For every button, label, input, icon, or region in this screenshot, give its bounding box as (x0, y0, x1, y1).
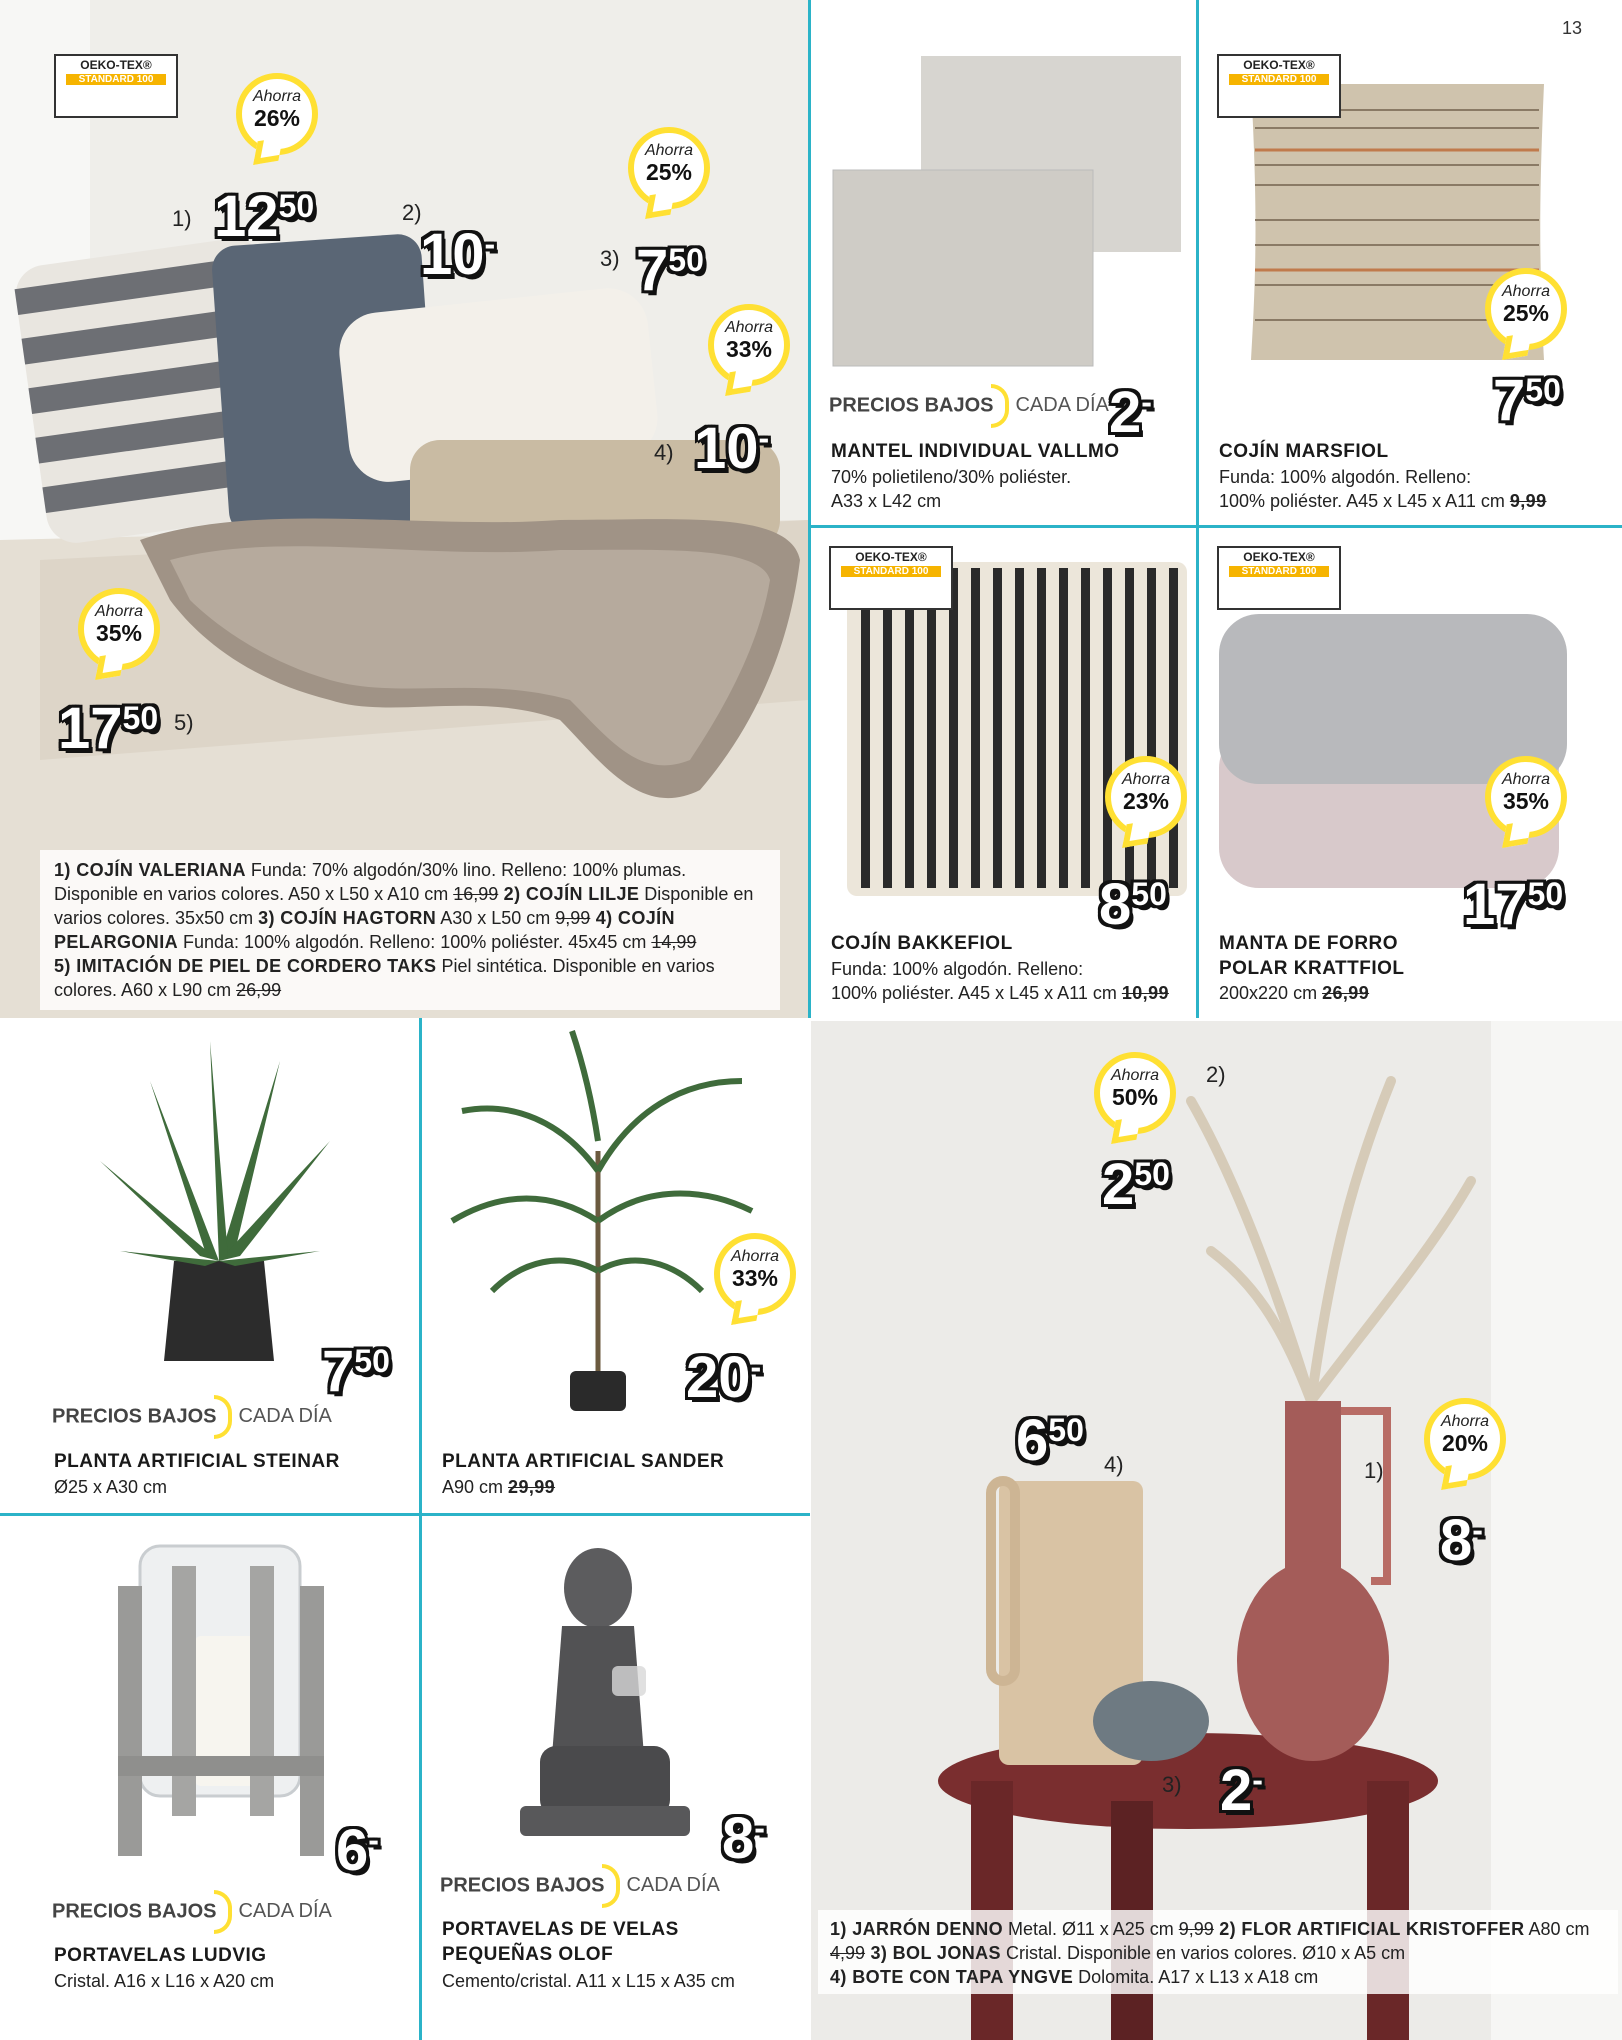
price-int: 7 (1493, 368, 1526, 433)
precios-bajos-logo (52, 1890, 332, 1934)
hero-item-5-price (58, 696, 159, 761)
price-dec: 50 (1131, 876, 1167, 912)
badge-label: Ahorra (94, 603, 144, 620)
caption-title-2: 2) FLOR ARTIFICIAL KRISTOFFER (1213, 1919, 1525, 1939)
deco-item-3-num: 3) (1162, 1772, 1182, 1797)
product-title: PLANTA ARTIFICIAL STEINAR (54, 1451, 340, 1472)
product-ludvig (0, 1516, 419, 2040)
vallmo-price (1109, 380, 1152, 445)
old-price-1: 9,99 (1178, 1919, 1214, 1939)
caption-title-4: 4) COJÍN PELARGONIA (54, 908, 675, 952)
price-dec: - (1252, 1762, 1263, 1798)
caption-title-1: 1) JARRÓN DENNO (830, 1919, 1004, 1939)
product-title: COJÍN MARSFIOL (1219, 441, 1389, 462)
oeko-tex-label-hero (54, 54, 178, 118)
discount-badge (1485, 756, 1567, 838)
hero-caption (54, 858, 774, 1002)
price-dec: 50 (1048, 1412, 1084, 1448)
deco-caption (830, 1917, 1610, 1989)
badge-percent: 25% (645, 159, 693, 185)
price-dec: - (758, 420, 770, 456)
product-desc-2 (1219, 489, 1547, 513)
price-dec: 50 (1527, 876, 1564, 912)
bakkefiol-price (1099, 872, 1167, 937)
precios-bajos-text: PRECIOS BAJOS (52, 1900, 217, 1923)
product-desc-1: Cristal. A16 x L16 x A20 cm (54, 1971, 275, 1991)
oeko-tex-title: OEKO-TEX® (855, 550, 927, 564)
sander-price (686, 1345, 762, 1410)
oeko-tex-standard: STANDARD 100 (1229, 74, 1329, 85)
precios-bajos-logo (829, 384, 1109, 428)
discount-badge-deco-2 (1094, 1052, 1176, 1134)
oeko-tex-label (1217, 546, 1341, 610)
oeko-tex-title: OEKO-TEX® (1243, 58, 1315, 72)
badge-label: Ahorra (1440, 1413, 1490, 1430)
badge-percent: 20% (1441, 1430, 1489, 1456)
old-price-4: 14,99 (651, 932, 697, 952)
cada-dia-text: CADA DÍA (238, 1405, 332, 1428)
price-int: 12 (214, 184, 279, 249)
product-desc-2 (831, 981, 1169, 1005)
product-desc-1: Funda: 100% algodón. Relleno: (831, 959, 1084, 979)
product-bakkefiol (811, 528, 1196, 1018)
price-int: 6 (1016, 1408, 1049, 1473)
cada-dia-text: CADA DÍA (626, 1874, 720, 1897)
caption-desc-4: Funda: 100% algodón. Relleno: 100% poliéster. 45x45 cm (178, 932, 652, 952)
cada-dia-text: CADA DÍA (238, 1900, 332, 1923)
product-desc-1 (442, 1475, 555, 1499)
badge-percent: 23% (1122, 788, 1170, 814)
price-int: 6 (336, 1818, 369, 1883)
price-dec: 50 (1525, 372, 1561, 408)
hero-item-1-price (214, 184, 315, 249)
product-desc-1: Cemento/cristal. A11 x L15 x A35 cm (442, 1971, 735, 1991)
caption-title-4: 4) BOTE CON TAPA YNGVE (830, 1967, 1074, 1987)
product-title-2: PEQUEÑAS OLOF (442, 1944, 614, 1965)
deco-item-3-price (1220, 1758, 1263, 1823)
price-int: 8 (722, 1806, 755, 1871)
badge-label: Ahorra (644, 142, 694, 159)
badge-percent: 50% (1111, 1084, 1159, 1110)
product-vallmo (811, 0, 1196, 525)
caption-desc-3: A30 x L50 cm (436, 908, 556, 928)
deco-photo (811, 1021, 1622, 2040)
price-int: 2 (1102, 1152, 1135, 1217)
hero-item-1-num: 1) (172, 206, 192, 231)
product-title: COJÍN BAKKEFIOL (831, 933, 1013, 954)
desc-text: A90 cm (442, 1477, 509, 1497)
price-dec: - (484, 226, 496, 262)
product-desc-1 (1219, 981, 1369, 1005)
deco-item-4-num: 4) (1104, 1452, 1124, 1477)
price-int: 7 (636, 238, 669, 303)
olof-price (722, 1806, 765, 1871)
product-title-1: MANTA DE FORRO (1219, 933, 1399, 954)
caption-desc-1: Funda: 70% algodón/30% lino. Relleno: 100% plumas. Disponible en varios colores. A50 x L50 x A10 cm (54, 860, 687, 904)
product-title-1: PORTAVELAS DE VELAS (442, 1919, 679, 1940)
badge-percent: 26% (253, 105, 301, 131)
hero-item-4-price (694, 416, 770, 481)
caption-desc-2: A80 cm (1524, 1919, 1590, 1939)
badge-label: Ahorra (1121, 771, 1171, 788)
price-dec: - (754, 1810, 765, 1846)
product-marsfiol (1199, 0, 1622, 525)
badge-percent: 35% (95, 620, 143, 646)
old-price-3: 9,99 (555, 908, 591, 928)
price-dec: - (750, 1349, 762, 1385)
badge-percent: 25% (1502, 300, 1550, 326)
vase-table-illustration (811, 1021, 1622, 2040)
deco-item-2-num: 2) (1206, 1062, 1226, 1087)
desc-text: 200x220 cm (1219, 983, 1323, 1003)
product-desc-1: 70% polietileno/30% poliéster. (831, 467, 1072, 487)
discount-badge-hero-4 (708, 304, 790, 386)
price-int: 2 (1220, 1758, 1253, 1823)
caption-desc-1: Metal. Ø11 x A25 cm (1003, 1919, 1179, 1939)
deco-item-2-price (1102, 1152, 1170, 1217)
old-price: 29,99 (508, 1477, 556, 1497)
precios-bajos-text: PRECIOS BAJOS (440, 1874, 605, 1897)
cada-dia-text: CADA DÍA (1015, 394, 1109, 417)
oeko-tex-standard: STANDARD 100 (1229, 566, 1329, 577)
badge-label: Ahorra (724, 319, 774, 336)
price-dec: - (1141, 384, 1152, 420)
price-int: 8 (1440, 1508, 1473, 1573)
product-sander (422, 1021, 808, 1513)
desc-text: 100% poliéster. A45 x L45 x A11 cm (1219, 491, 1510, 511)
product-title: PLANTA ARTIFICIAL SANDER (442, 1451, 725, 1472)
price-dec: - (1472, 1512, 1483, 1548)
discount-badge-hero-5 (78, 588, 160, 670)
product-krattfiol (1199, 528, 1622, 1018)
caption-desc-4: Dolomita. A17 x L13 x A18 cm (1073, 1967, 1319, 1987)
hero-item-2-price (420, 222, 496, 287)
deco-item-1-num: 1) (1364, 1458, 1384, 1483)
price-int: 10 (420, 222, 485, 287)
precios-bajos-text: PRECIOS BAJOS (829, 394, 994, 417)
discount-badge-hero-1 (236, 73, 318, 155)
product-desc-1: Funda: 100% algodón. Relleno: (1219, 467, 1472, 487)
old-price-5: 26,99 (236, 980, 282, 1000)
badge-percent: 35% (1502, 788, 1550, 814)
product-olof (422, 1516, 808, 2040)
product-title: MANTEL INDIVIDUAL VALLMO (831, 441, 1120, 462)
product-title: PORTAVELAS LUDVIG (54, 1945, 267, 1966)
price-int: 2 (1109, 380, 1142, 445)
precios-bajos-logo (52, 1395, 332, 1439)
marsfiol-price (1493, 368, 1561, 433)
discount-badge-deco-1 (1424, 1398, 1506, 1480)
price-int: 17 (1463, 872, 1528, 937)
badge-label: Ahorra (1501, 283, 1551, 300)
deco-item-1-price (1440, 1508, 1483, 1573)
krattfiol-price (1463, 872, 1564, 937)
price-dec: 50 (354, 1343, 390, 1379)
discount-badge (714, 1233, 796, 1315)
price-dec: 50 (1134, 1156, 1170, 1192)
old-price-1: 16,99 (453, 884, 499, 904)
ludvig-price (336, 1818, 379, 1883)
placemat-illustration (811, 0, 1196, 380)
steinar-price (322, 1339, 390, 1404)
oeko-tex-title: OEKO-TEX® (80, 58, 152, 72)
badge-label: Ahorra (730, 1248, 780, 1265)
caption-title-1: 1) COJÍN VALERIANA (54, 860, 246, 880)
price-dec: - (368, 1822, 379, 1858)
hero-item-5-num: 5) (174, 710, 194, 735)
price-int: 7 (322, 1339, 355, 1404)
price-int: 10 (694, 416, 759, 481)
price-dec: 50 (122, 700, 159, 736)
caption-title-2: 2) COJÍN LILJE (498, 884, 640, 904)
oeko-tex-label (1217, 54, 1341, 118)
caption-desc-2: Disponible en varios colores. 35x50 cm (54, 884, 754, 928)
old-price: 10,99 (1121, 983, 1169, 1003)
caption-title-3: 3) COJÍN HAGTORN (258, 908, 437, 928)
oeko-tex-title: OEKO-TEX® (1243, 550, 1315, 564)
hero-item-3-num: 3) (600, 246, 620, 271)
caption-desc-3: Cristal. Disponible en varios colores. Ø10 x A5 cm (1000, 1943, 1406, 1963)
caption-title-3: 3) BOL JONAS (865, 1943, 1001, 1963)
old-price: 26,99 (1322, 983, 1370, 1003)
discount-badge (1485, 268, 1567, 350)
oeko-tex-standard: STANDARD 100 (841, 566, 941, 577)
deco-item-4-price (1016, 1408, 1084, 1473)
caption-title-5: 5) IMITACIÓN DE PIEL DE CORDERO TAKS (54, 956, 437, 976)
buddha-statue-illustration (422, 1516, 808, 1856)
price-int: 20 (686, 1345, 751, 1410)
product-desc-2: A33 x L42 cm (831, 491, 942, 511)
page-number: 13 (1561, 18, 1582, 38)
price-dec: 50 (668, 242, 704, 278)
hero-item-3-price (636, 238, 704, 303)
badge-label: Ahorra (1110, 1067, 1160, 1084)
old-price: 9,99 (1509, 491, 1547, 511)
discount-badge-hero-3 (628, 127, 710, 209)
price-dec: 50 (278, 188, 315, 224)
precios-bajos-text: PRECIOS BAJOS (52, 1405, 217, 1428)
caption-desc-5: Piel sintética. Disponible en varios colores. A60 x L90 cm (54, 956, 715, 1000)
product-steinar (0, 1021, 419, 1513)
price-int: 17 (58, 696, 123, 761)
product-title-2: POLAR KRATTFIOL (1219, 958, 1405, 979)
precios-bajos-logo (440, 1864, 720, 1908)
discount-badge (1105, 756, 1187, 838)
badge-percent: 33% (731, 1265, 779, 1291)
desc-text: 100% poliéster. A45 x L45 x A11 cm (831, 983, 1122, 1003)
badge-label: Ahorra (252, 88, 302, 105)
badge-percent: 33% (725, 336, 773, 362)
oeko-tex-label (829, 546, 953, 610)
badge-label: Ahorra (1501, 771, 1551, 788)
oeko-tex-standard: STANDARD 100 (66, 74, 166, 85)
hero-item-2-num: 2) (402, 200, 422, 225)
product-desc-1: Ø25 x A30 cm (54, 1477, 168, 1497)
hero-item-4-num: 4) (654, 440, 674, 465)
old-price-2: 4,99 (830, 1943, 866, 1963)
price-int: 8 (1099, 872, 1132, 937)
